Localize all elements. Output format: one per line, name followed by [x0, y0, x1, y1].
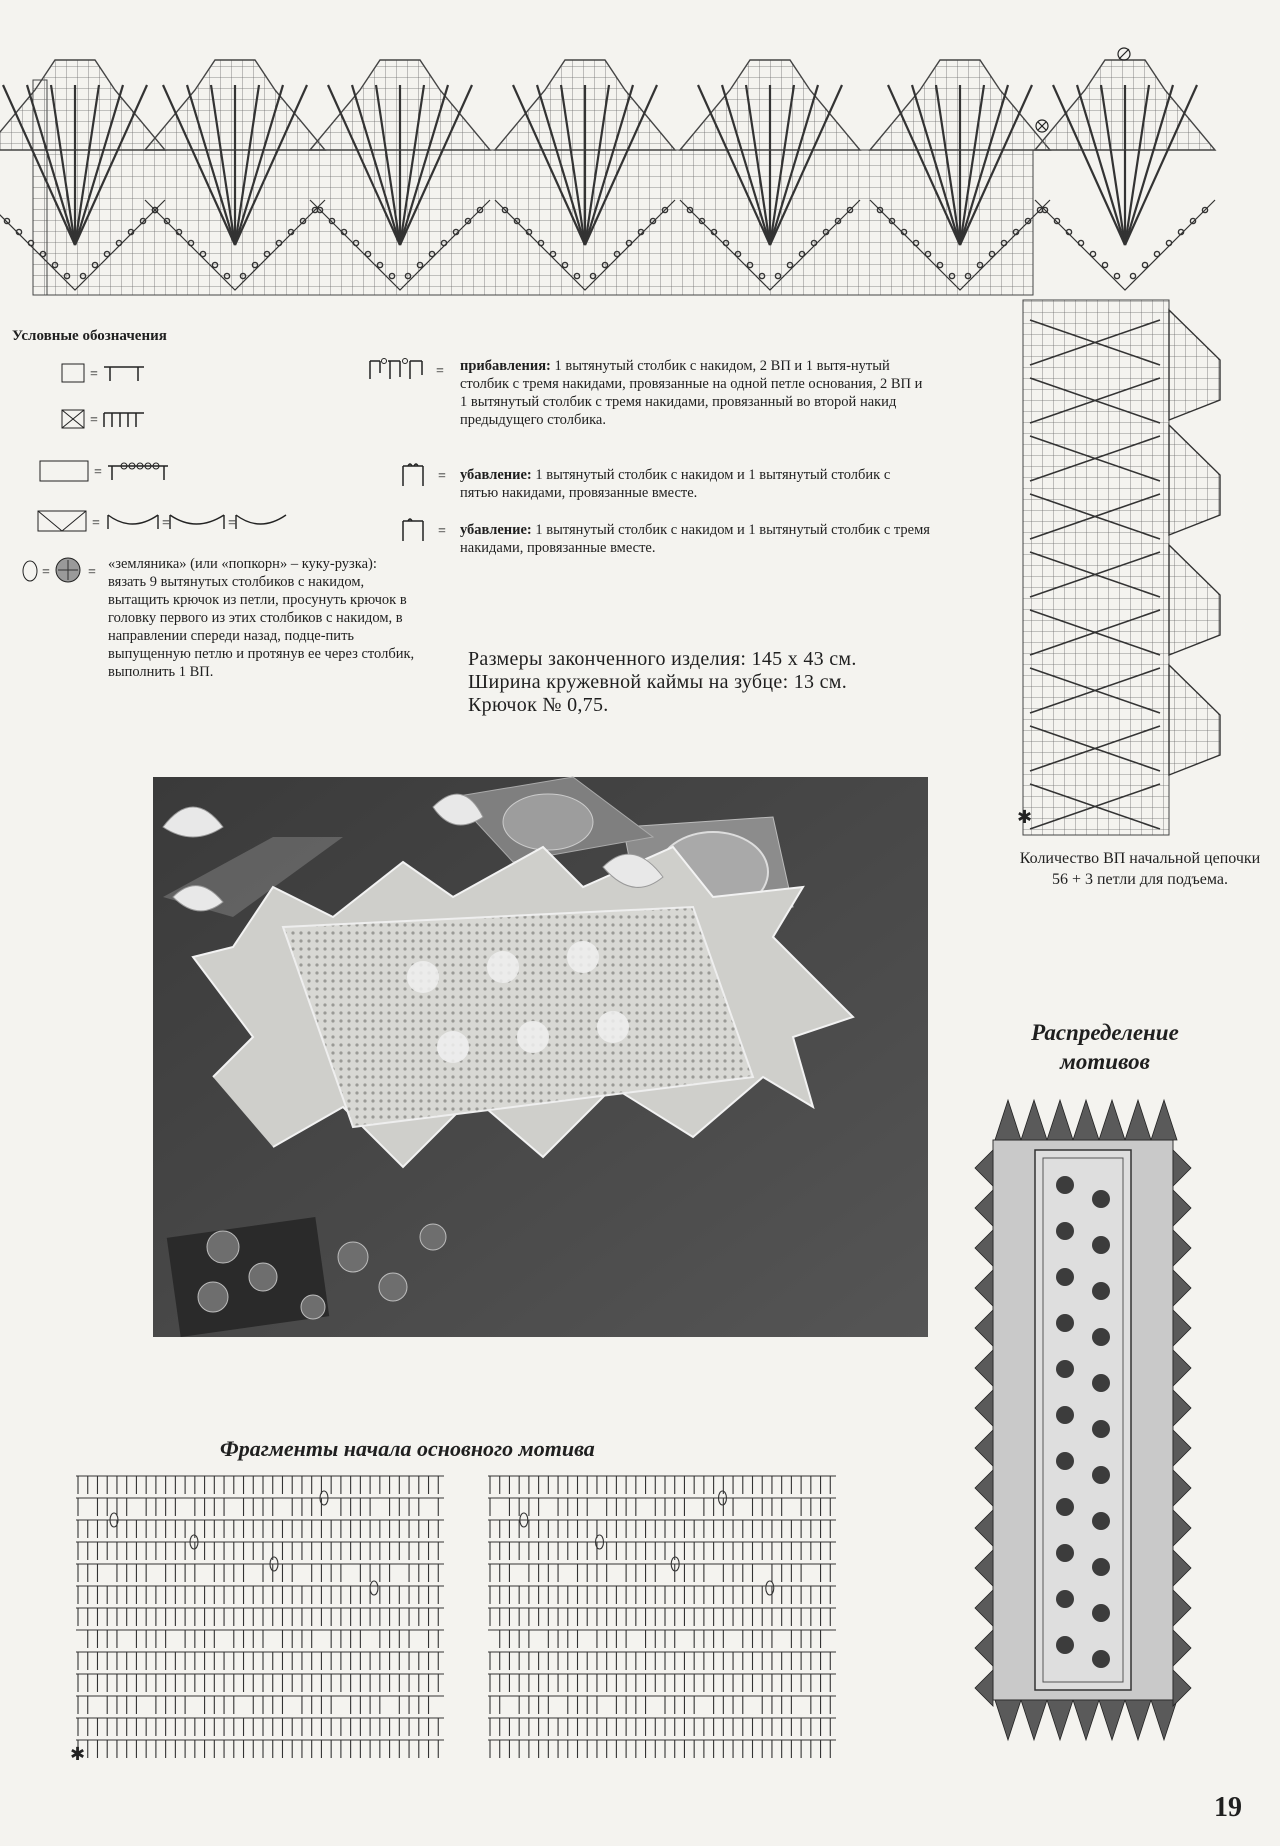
svg-text:=: =: [436, 364, 444, 379]
border-fan: [975, 1630, 993, 1666]
rose-motif: [1092, 1604, 1110, 1622]
legend-decrease-five-text: убавление: 1 вытянутый столбик с накидом и 1 вытянутый столбик с пятью накидами, провязанные вместе.: [460, 467, 891, 501]
svg-text:=: =: [162, 516, 170, 531]
legend-item-crossed-square: [60, 407, 170, 436]
border-fan: [975, 1150, 993, 1186]
popcorn-stitch-icon: [370, 1581, 378, 1595]
border-fan: [1125, 1700, 1151, 1740]
border-fan: [1173, 1550, 1191, 1586]
svg-text:=: =: [94, 465, 102, 480]
asterisk-icon: ✱: [70, 1744, 86, 1765]
border-fan: [975, 1390, 993, 1426]
legend-popcorn-text: «земляника» (или «попкорн» – куку-рузка): вязать 9 вытянутых столбиков с накидом, вытащить крючок из петли, просунуть крючок в головку первого из этих столбиков с накидом, в направлении спереди назад, подце-пить выпущенную петлю и протянув ее через столбик, выполнить 1 ВП.: [108, 556, 415, 680]
top-border-chart: [0, 0, 1280, 305]
rose-motif: [1056, 1222, 1074, 1240]
border-fan: [1173, 1310, 1191, 1346]
rose-motif: [1056, 1176, 1074, 1194]
distribution-title: Распределение мотивов: [1031, 1020, 1179, 1074]
border-fan: [975, 1310, 993, 1346]
svg-text:=: =: [90, 367, 98, 382]
rose-motif: [1092, 1558, 1110, 1576]
border-fan: [1173, 1390, 1191, 1426]
svg-text:=: =: [42, 565, 50, 580]
border-fan: [975, 1430, 993, 1466]
border-fan: [1099, 1700, 1125, 1740]
border-fan: [975, 1550, 993, 1586]
chain-count-caption: Количество ВП начальной цепочки 56 + 3 петли для подъема.: [1019, 850, 1261, 888]
rose-motif: [1056, 1590, 1074, 1608]
side-tooth: [1169, 545, 1220, 655]
asterisk-icon: ✱: [1017, 807, 1033, 828]
border-fan: [975, 1590, 993, 1626]
popcorn-stitch-icon: [766, 1581, 774, 1595]
rose-motif: [1056, 1360, 1074, 1378]
rose-motif: [1056, 1498, 1074, 1516]
border-fan: [1173, 1270, 1191, 1306]
spec-width: Ширина кружевной каймы на зубце: 13 см.: [468, 671, 848, 693]
fragment-chart-left: [70, 1468, 454, 1765]
svg-text:=: =: [92, 516, 100, 531]
legend-decrease-five-symbol: [398, 460, 458, 495]
svg-text:=: =: [228, 516, 236, 531]
side-tooth: [1169, 310, 1220, 420]
rose-motif: [1056, 1406, 1074, 1424]
border-fan: [975, 1670, 993, 1706]
border-fan: [1173, 1230, 1191, 1266]
fan-motif: [1035, 60, 1215, 290]
side-tooth: [1169, 665, 1220, 775]
border-fan: [1073, 1100, 1099, 1140]
rose-motif: [1056, 1452, 1074, 1470]
rose-motif: [1092, 1420, 1110, 1438]
legend-title: Условные обозначения: [12, 328, 167, 344]
border-fan: [975, 1230, 993, 1266]
product-specs: [468, 648, 857, 717]
border-fan: [1173, 1430, 1191, 1466]
svg-text:=: =: [88, 565, 96, 580]
rose-motif: [1092, 1328, 1110, 1346]
border-fan: [1099, 1100, 1125, 1140]
page-number: 19: [1214, 1792, 1242, 1823]
rose-motif: [1092, 1466, 1110, 1484]
rose-motif: [1092, 1282, 1110, 1300]
border-fan: [975, 1190, 993, 1226]
border-fan: [1173, 1350, 1191, 1386]
legend-item-empty-square: [60, 361, 145, 390]
border-fan: [995, 1100, 1021, 1140]
border-fan: [1173, 1510, 1191, 1546]
border-fan: [975, 1350, 993, 1386]
legend-item-v-shape: [36, 507, 296, 542]
border-fan: [1021, 1700, 1047, 1740]
border-fan: [1173, 1470, 1191, 1506]
side-border-chart: [1017, 290, 1240, 830]
legend-item-wide-rectangle: [38, 458, 198, 489]
border-fan: [1173, 1150, 1191, 1186]
legend-decrease-three-symbol: [398, 515, 458, 550]
border-fan: [1021, 1100, 1047, 1140]
rose-motif: [1092, 1512, 1110, 1530]
rose-motif: [1056, 1268, 1074, 1286]
border-fan: [975, 1270, 993, 1306]
border-fan: [1151, 1100, 1177, 1140]
border-fan: [1173, 1630, 1191, 1666]
fragment-chart-right: [486, 1468, 846, 1763]
legend-decrease-three-text: убавление: 1 вытянутый столбик с накидом и 1 вытянутый столбик с тремя накидами, провязанные вместе.: [460, 522, 930, 556]
spec-hook: Крючок № 0,75.: [468, 694, 609, 716]
fragments-title: Фрагменты начала основного мотива: [220, 1436, 595, 1461]
side-tooth: [1169, 425, 1220, 535]
border-fan: [1047, 1700, 1073, 1740]
legend-increase-text: прибавления: 1 вытянутый столбик с накидом, 2 ВП и 1 вытя-нутый столбик с тремя накидами, провязанные на одной петле основания, 2 ВП и 1 вытянутый столбик с тремя накидами, провязанный во второй накид предыдущего столбика.: [460, 358, 923, 428]
rose-motif: [1056, 1314, 1074, 1332]
border-fan: [975, 1470, 993, 1506]
spec-size: Размеры законченного изделия: 145 х 43 см.: [468, 648, 857, 670]
border-fan: [1173, 1590, 1191, 1626]
border-fan: [975, 1510, 993, 1546]
svg-text:=: =: [90, 413, 98, 428]
border-fan: [1173, 1670, 1191, 1706]
rose-motif: [1092, 1236, 1110, 1254]
doily-photo: [153, 777, 928, 1337]
border-fan: [1125, 1100, 1151, 1140]
motif-distribution-diagram: [973, 1090, 1193, 1750]
border-fan: [1173, 1190, 1191, 1226]
rose-motif: [1092, 1374, 1110, 1392]
rose-motif: [1056, 1544, 1074, 1562]
rose-motif: [1056, 1636, 1074, 1654]
legend-increase-symbol: [366, 355, 456, 388]
border-fan: [1073, 1700, 1099, 1740]
rose-motif: [1092, 1190, 1110, 1208]
svg-text:=: =: [438, 469, 446, 484]
rose-motif: [1092, 1650, 1110, 1668]
svg-text:=: =: [438, 524, 446, 539]
border-fan: [1047, 1100, 1073, 1140]
border-fan: [995, 1700, 1021, 1740]
